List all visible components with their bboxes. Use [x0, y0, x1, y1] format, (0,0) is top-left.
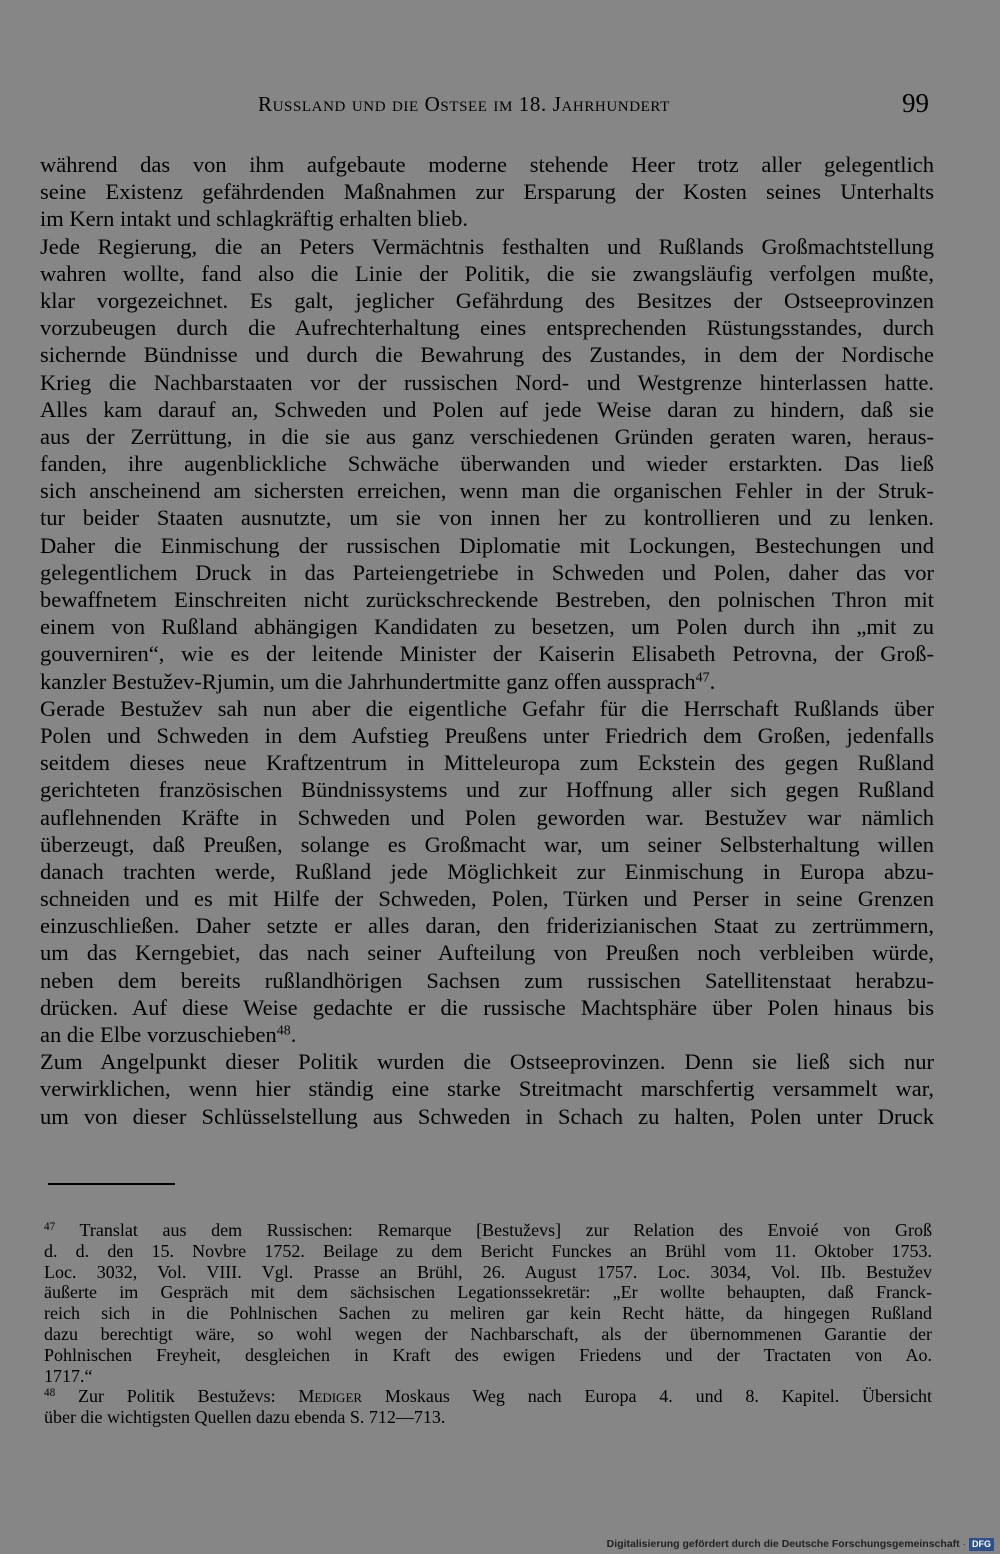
- running-head: [0, 88, 1000, 122]
- text-line: seitdem dieses neue Kraftzentrum in Mitteleuropa zum Eckstein des gegen Rußland: [40, 750, 934, 776]
- text-line: einzuschließen. Daher setzte er alles daran, den friderizianischen Staat zu zertrümmern,: [40, 913, 934, 939]
- text-line: auflehnenden Kräfte in Schweden und Polen geworden war. Bestužev war nämlich: [40, 804, 934, 830]
- funding-credit: Digitalisierung gefördert durch die Deutsche Forschungsgemeinschaft: [606, 1538, 960, 1550]
- text-line: kanzler Bestužev-Rjumin, um die Jahrhundertmitte ganz offen aussprach$^{47}$.: [40, 668, 716, 694]
- footnote-47-line: Loc. 3032, Vol. VIII. Vgl. Prasse an Brühl, 26. August 1757. Loc. 3034, Vol. IIb. Bestužev: [44, 1261, 932, 1282]
- footnote-47-line: dazu berechtigt wäre, so wohl wegen der Nachbarschaft, als der übernommenen Garantie der: [44, 1323, 932, 1344]
- text-line: einem von Rußland abhängigen Kandidaten zu besetzen, um Polen durch ihn „mit zu: [40, 614, 934, 640]
- footnote-48-line: über die wichtigsten Quellen dazu ebenda S. 712—713.: [44, 1407, 446, 1428]
- text-line: neben dem bereits rußlandhörigen Sachsen zum russischen Satellitenstaat herabzu-: [40, 967, 934, 993]
- text-line: Polen und Schweden in dem Aufstieg Preußens unter Friedrich dem Großen, jedenfalls: [40, 722, 934, 748]
- text-line: bewaffnetem Einschreiten nicht zurückschreckende Bestreben, den polnischen Thron mit: [40, 587, 934, 612]
- footnote-48-line: [44, 1386, 932, 1407]
- text-line: Krieg die Nachbarstaaten vor der russischen Nord- und Westgrenze hinterlassen hatte.: [40, 369, 934, 395]
- text-line: sich anscheinend am sichersten erreichen, wenn man die organischen Fehler in der Struk-: [40, 478, 934, 504]
- footnote-rule: [48, 1183, 175, 1185]
- text-line: wahren wollte, fand also die Linie der Politik, die sie zwangsläufig verfolgen mußte,: [40, 260, 934, 286]
- text-line: verwirklichen, wenn hier ständig eine starke Streitmacht marschfertig versammelt war,: [40, 1076, 934, 1102]
- body-text: [40, 151, 934, 1130]
- text-line: gelegentlichem Druck in das Parteiengetriebe in Schweden und Polen, daher das vor: [40, 559, 934, 585]
- text-line: vorzubeugen durch die Aufrechterhaltung eines entsprechenden Rüstungsstandes, durch: [40, 315, 934, 341]
- text-line: drücken. Auf diese Weise gedachte er die russische Machtsphäre über Polen hinaus bis: [40, 994, 934, 1020]
- text-line: während das von ihm aufgebaute moderne stehende Heer trotz aller gelegentlich: [40, 152, 934, 177]
- text-line: danach trachten werde, Rußland jede Möglichkeit zur Einmischung in Europa abzu-: [40, 858, 934, 884]
- cited-author: Mediger: [298, 1386, 363, 1407]
- separator-dot: ·: [962, 1538, 966, 1550]
- text-line: überzeugt, daß Preußen, solange es Großmacht war, um seiner Selbsterhaltung willen: [40, 831, 934, 857]
- text-line: im Kern intakt und schlagkräftig erhalten blieb.: [40, 206, 468, 232]
- text-line: Daher die Einmischung der russischen Diplomatie mit Lockungen, Bestechungen und: [40, 532, 934, 558]
- footnote-47-line: reich sich in die Pohlnischen Sachen zu meliren gar kein Recht hätte, da hingegen Rußland: [44, 1303, 932, 1324]
- text-line: um von dieser Schlüsselstellung aus Schweden in Schach zu halten, Polen unter Druck: [40, 1103, 934, 1129]
- text-line: seine Existenz gefährdenden Maßnahmen zur Ersparung der Kosten seines Unterhalts: [40, 179, 934, 205]
- footnote-47-line: 1717.“: [44, 1365, 93, 1386]
- text-line: klar vorgezeichnet. Es galt, jeglicher Gefährdung des Besitzes der Ostseeprovinzen: [40, 287, 934, 313]
- footnote-47-line: Pohlnischen Freyheit, desgleichen in Kraft des ewigen Friedens und der Tractaten von Ao.: [44, 1344, 932, 1365]
- running-head-title: Russland und die Ostsee im 18. Jahrhundert: [258, 92, 670, 116]
- text-segment: kanzler Bestužev-Rjumin, um die Jahrhundertmitte ganz offen aussprach: [40, 668, 696, 694]
- footnote-47-line: äußerte im Gespräch mit dem sächsischen Legationssekretär: „Er wollte behaupten, daß Franck-: [44, 1282, 932, 1303]
- text-line: Gerade Bestužev sah nun aber die eigentliche Gefahr für die Herrschaft Rußlands über: [40, 695, 934, 721]
- text-line: fanden, ihre augenblickliche Schwäche überwanden und wieder erstarkten. Das ließ: [40, 451, 934, 477]
- digitization-footer: [607, 1537, 994, 1551]
- footnote-ref-47: 47: [695, 669, 710, 685]
- text-line: Jede Regierung, die an Peters Vermächtnis festhalten und Rußlands Großmachtstellung: [40, 233, 934, 259]
- footnote-47-line: [44, 1220, 932, 1241]
- text-segment: an die Elbe vorzuschieben: [40, 1022, 277, 1047]
- text-segment: Moskaus Weg nach Europa 4. und 8. Kapitel. Übersicht: [362, 1386, 932, 1407]
- text-line: gerichteten französischen Bündnissystems und zur Hoffnung aller sich gegen Rußland: [40, 777, 934, 803]
- text-line: tur beider Staaten ausnutzte, um sie von innen her zu kontrollieren und zu lenken.: [40, 505, 934, 531]
- text-line: gouverniren“, wie es der leitende Minister der Kaiserin Elisabeth Petrovna, der Groß-: [40, 641, 934, 667]
- text-line: sichernde Bündnisse und durch die Bewahrung des Zustandes, in dem der Nordische: [40, 342, 934, 368]
- page-number: 99: [902, 88, 929, 118]
- dfg-logo: DFG: [969, 1538, 994, 1551]
- footnote-marker-47: 47: [44, 1220, 56, 1233]
- footnote-marker-48: 48: [44, 1387, 56, 1400]
- text-line: Alles kam darauf an, Schweden und Polen auf jede Weise daran zu hindern, daß sie: [40, 396, 934, 422]
- text-segment: Translat aus dem Russischen: Remarque [Bestuževs] zur Relation des Envoié von Groß: [79, 1220, 932, 1240]
- text-line: aus der Zerrüttung, in die sie aus ganz verschiedenen Gründen geraten waren, heraus-: [40, 423, 934, 449]
- text-line: Zum Angelpunkt dieser Politik wurden die Ostseeprovinzen. Denn sie ließ sich nur: [40, 1049, 934, 1075]
- text-line: schneiden und es mit Hilfe der Schweden, Polen, Türken und Perser in seine Grenzen: [40, 886, 934, 912]
- text-line: um das Kerngebiet, das nach seiner Aufteilung von Preußen noch verbleiben würde,: [40, 940, 934, 966]
- footnote-47-line: d. d. den 15. Novbre 1752. Beilage zu dem Bericht Funckes an Brühl vom 11. Oktober 1753.: [44, 1240, 932, 1261]
- footnote-ref-48: 48: [276, 1023, 291, 1039]
- text-segment: Zur Politik Bestuževs:: [77, 1386, 299, 1407]
- text-line: an die Elbe vorzuschieben$^{48}$.: [40, 1022, 297, 1047]
- footnotes: [44, 1220, 932, 1428]
